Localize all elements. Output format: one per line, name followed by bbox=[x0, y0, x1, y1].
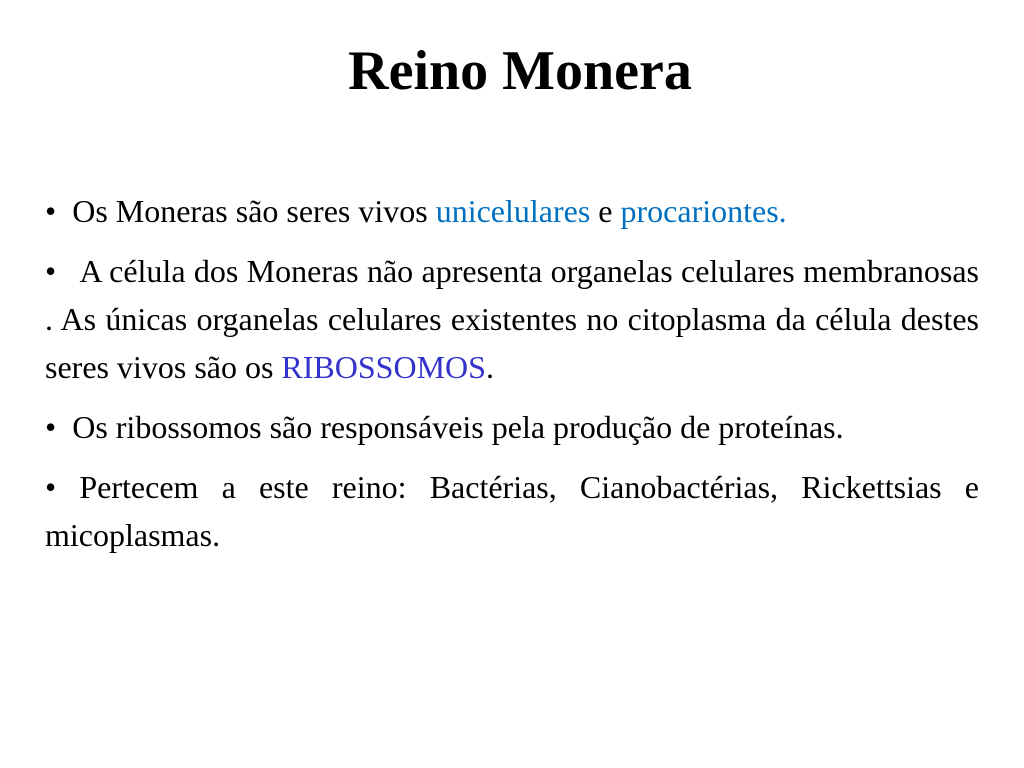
paragraph-1-text-a: Os Moneras são seres vivos bbox=[72, 193, 436, 229]
paragraph-4-text: Pertecem a este reino: Bactérias, Cianobactérias, Rickettsias e micoplasmas. bbox=[45, 469, 980, 553]
paragraph-2-text-a: A célula dos Moneras não apresenta organelas celulares membranosas . As únicas organelas celulares existentes no citoplasma da célula destes seres vivos são os bbox=[45, 253, 980, 385]
bullet-paragraph-3 bbox=[45, 403, 979, 451]
highlight-procariontes: procariontes. bbox=[620, 193, 787, 229]
bullet-paragraph-1 bbox=[45, 187, 979, 235]
bullet-paragraph-4 bbox=[45, 463, 979, 559]
bullet-marker: • bbox=[45, 193, 57, 229]
highlight-ribossomos: RIBOSSOMOS bbox=[281, 349, 486, 385]
slide-content bbox=[45, 187, 979, 571]
slide-title: Reino Monera bbox=[348, 40, 692, 102]
paragraph-1-text-b: e bbox=[590, 193, 621, 229]
bullet-marker: • bbox=[45, 409, 57, 445]
paragraph-2-text-b: . bbox=[485, 349, 494, 385]
bullet-marker: • bbox=[45, 469, 57, 505]
bullet-marker: • bbox=[45, 253, 57, 289]
bullet-paragraph-2 bbox=[45, 247, 979, 391]
highlight-unicelulares: unicelulares bbox=[435, 193, 591, 229]
paragraph-3-text: Os ribossomos são responsáveis pela produção de proteínas. bbox=[72, 409, 844, 445]
